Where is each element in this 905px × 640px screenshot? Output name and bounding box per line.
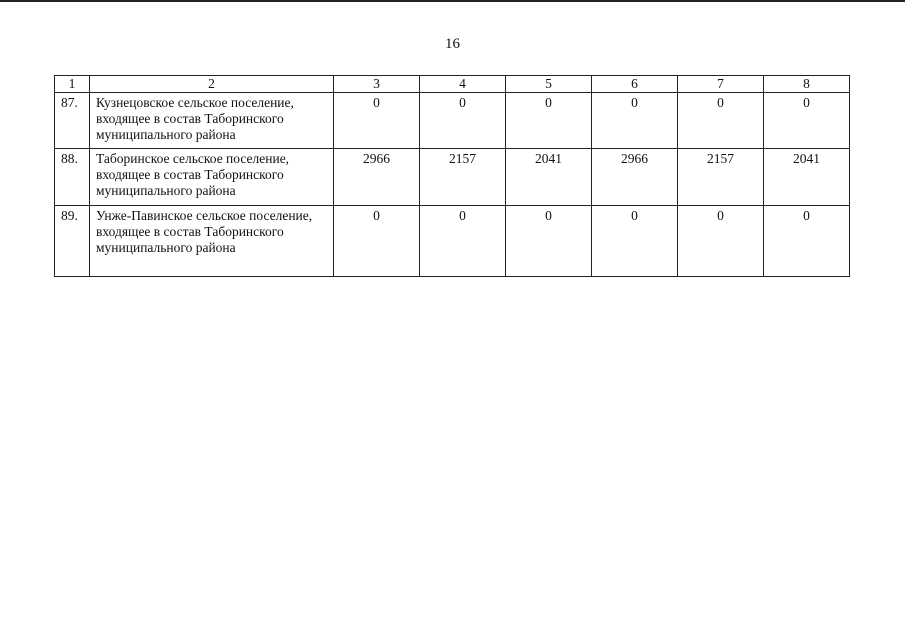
table-row (55, 206, 850, 277)
column-header: 1 (55, 76, 90, 93)
settlement-name: Кузнецовское сельское поселение, входящее в состав Таборинского муниципального района (90, 93, 334, 149)
value-cell: 0 (334, 93, 420, 149)
settlement-name: Унже-Павинское сельское поселение, входящее в состав Таборинского муниципального района (90, 206, 334, 277)
value-cell: 0 (334, 206, 420, 277)
value-cell: 0 (420, 206, 506, 277)
row-number: 87. (55, 93, 90, 149)
column-header: 4 (420, 76, 506, 93)
value-cell: 2041 (764, 149, 850, 206)
value-cell: 0 (420, 93, 506, 149)
settlement-name: Таборинское сельское поселение, входящее в состав Таборинского муниципального района (90, 149, 334, 206)
scan-top-edge (0, 0, 905, 2)
column-header: 6 (592, 76, 678, 93)
value-cell: 0 (764, 206, 850, 277)
value-cell: 2157 (678, 149, 764, 206)
column-header: 8 (764, 76, 850, 93)
value-cell: 2157 (420, 149, 506, 206)
row-number: 88. (55, 149, 90, 206)
value-cell: 0 (592, 206, 678, 277)
value-cell: 0 (506, 93, 592, 149)
page-number: 16 (445, 36, 460, 52)
data-table (54, 75, 850, 277)
row-number: 89. (55, 206, 90, 277)
value-cell: 0 (678, 93, 764, 149)
value-cell: 2966 (592, 149, 678, 206)
table-row (55, 93, 850, 149)
column-header: 3 (334, 76, 420, 93)
column-header: 7 (678, 76, 764, 93)
value-cell: 0 (678, 206, 764, 277)
value-cell: 0 (506, 206, 592, 277)
table-row (55, 149, 850, 206)
value-cell: 0 (764, 93, 850, 149)
table-header-row (55, 76, 850, 93)
value-cell: 2041 (506, 149, 592, 206)
value-cell: 0 (592, 93, 678, 149)
column-header: 5 (506, 76, 592, 93)
value-cell: 2966 (334, 149, 420, 206)
column-header: 2 (90, 76, 334, 93)
